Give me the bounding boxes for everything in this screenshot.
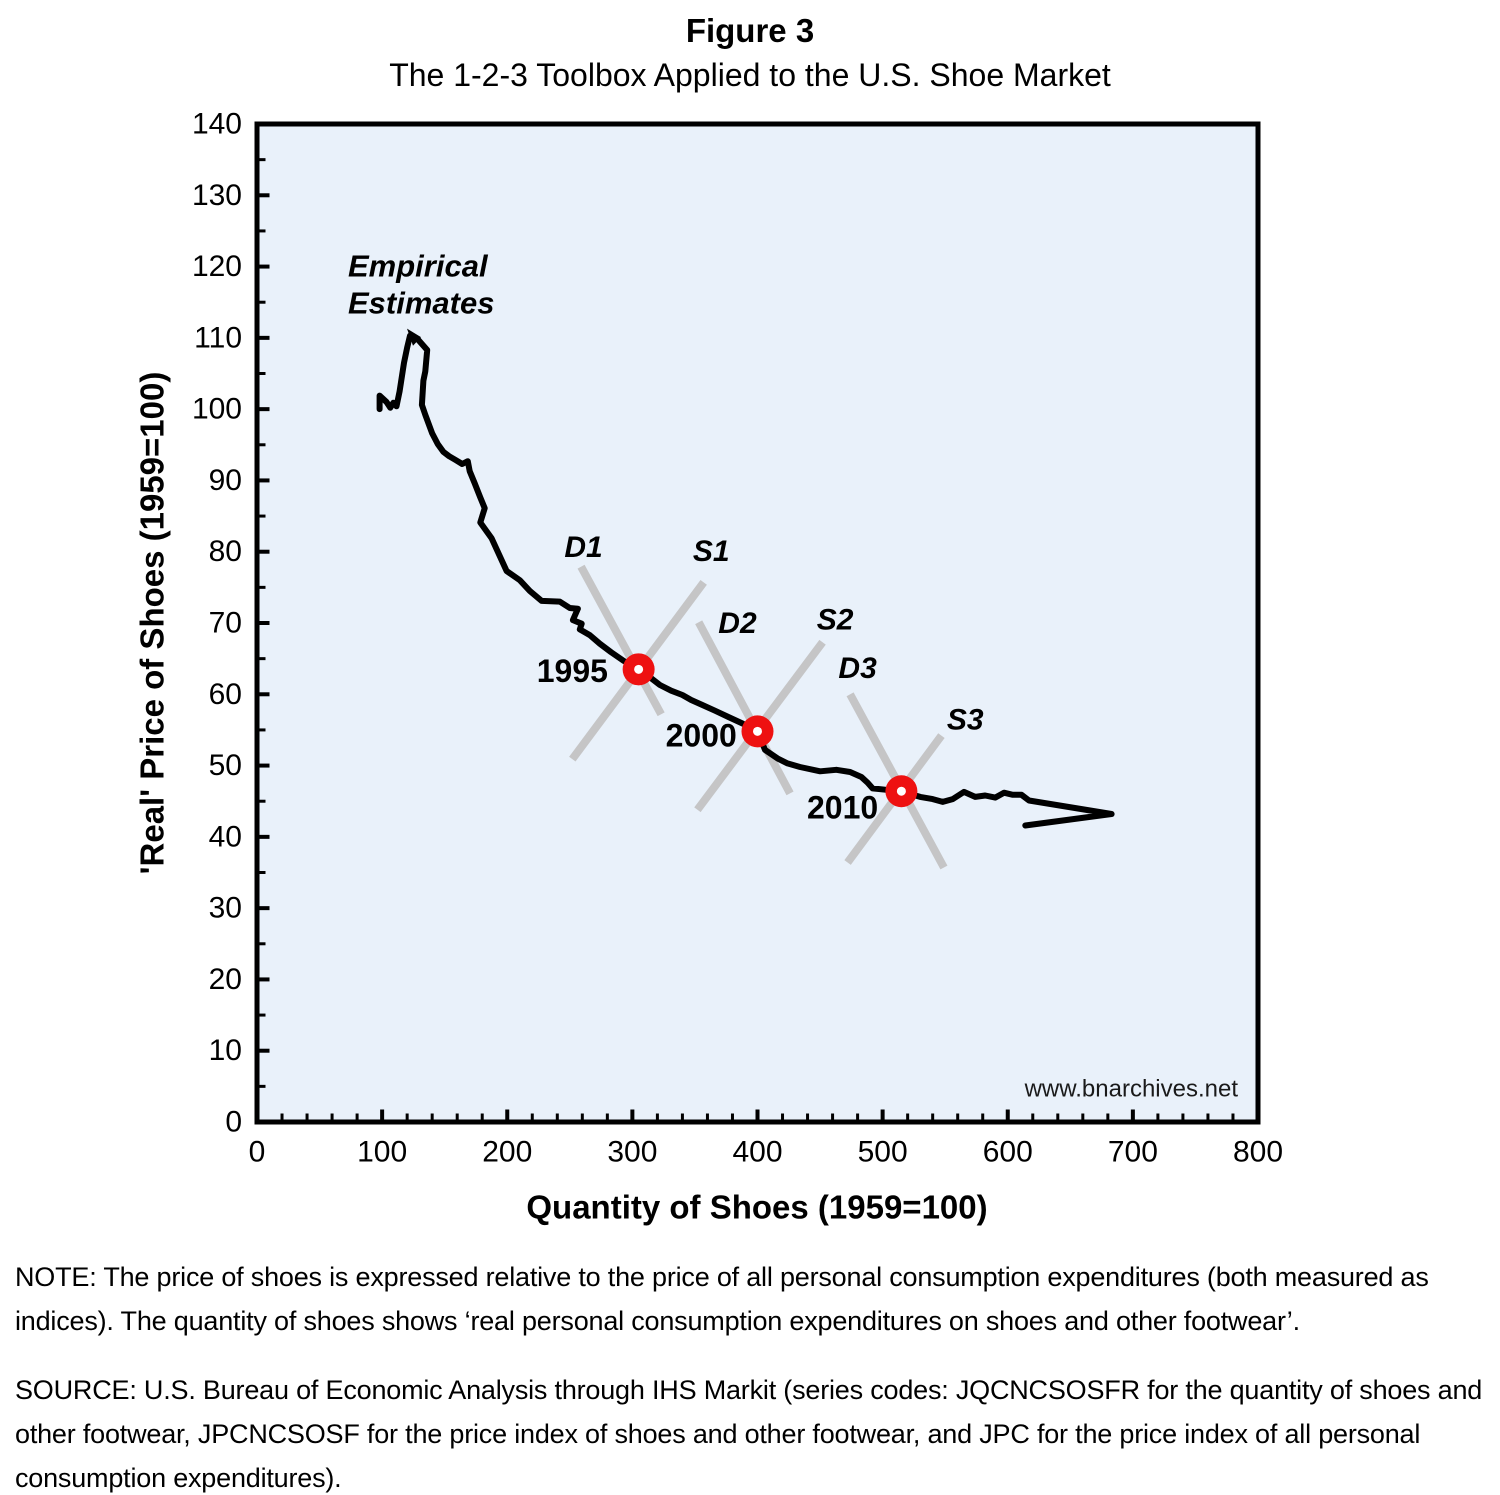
y-tick-label-130: 130 <box>191 178 242 212</box>
y-tick-label-110: 110 <box>194 321 242 355</box>
equilibrium-marker-center-2000 <box>753 727 762 736</box>
y-tick-label-20: 20 <box>208 962 242 996</box>
line-label-D3: D3 <box>838 652 877 686</box>
empirical-estimates-label-line2: Estimates <box>348 285 495 321</box>
watermark-url: www.bnarchives.net <box>1024 1075 1238 1103</box>
x-tick-label-800: 800 <box>1232 1135 1284 1169</box>
x-tick-label-100: 100 <box>357 1135 408 1169</box>
x-tick-label-300: 300 <box>607 1135 658 1169</box>
equilibrium-marker-center-1995 <box>634 665 643 674</box>
y-tick-label-40: 40 <box>208 820 242 854</box>
y-tick-label-60: 60 <box>208 677 242 711</box>
y-tick-label-100: 100 <box>191 392 242 426</box>
empirical-estimates-label-line1: Empirical <box>348 248 488 284</box>
y-tick-label-120: 120 <box>191 250 242 284</box>
line-label-D2: D2 <box>718 607 757 641</box>
line-label-S1: S1 <box>692 535 730 569</box>
line-label-S3: S3 <box>946 703 984 737</box>
x-tick-label-500: 500 <box>857 1135 908 1169</box>
y-axis-title: 'Real' Price of Shoes (1959=100) <box>133 371 171 875</box>
y-tick-label-90: 90 <box>208 463 242 497</box>
source-paragraph: SOURCE: U.S. Bureau of Economic Analysis through IHS Markit (series codes: JQCNCSOSFR for the quantity of shoes and other footwear, JPCNCSOSF for the price index of shoes and other footwear, and JPC for the price index of all personal consumption expenditures). <box>15 1375 1483 1493</box>
year-label-1995: 1995 <box>536 652 608 689</box>
line-label-D1: D1 <box>564 530 603 564</box>
figure-notes <box>15 1256 1487 1495</box>
x-tick-label-400: 400 <box>732 1135 783 1169</box>
x-tick-label-0: 0 <box>248 1135 266 1169</box>
equilibrium-marker-center-2010 <box>897 787 906 796</box>
x-tick-label-700: 700 <box>1107 1135 1158 1169</box>
x-tick-label-600: 600 <box>982 1135 1033 1169</box>
y-tick-label-50: 50 <box>208 749 242 783</box>
note-paragraph: NOTE: The price of shoes is expressed relative to the price of all personal consumption expenditures (both measured as indices). The quantity of shoes shows ‘real personal consumption expenditures on shoes and other footwear’. <box>15 1262 1429 1336</box>
figure-label: Figure 3 <box>685 12 815 49</box>
line-label-S2: S2 <box>816 603 854 637</box>
figure-title: The 1-2-3 Toolbox Applied to the U.S. Shoe Market <box>389 57 1111 93</box>
year-label-2000: 2000 <box>665 717 737 754</box>
y-tick-label-30: 30 <box>208 891 242 925</box>
y-tick-label-80: 80 <box>208 535 242 569</box>
y-tick-label-140: 140 <box>191 107 242 141</box>
y-tick-label-70: 70 <box>208 606 242 640</box>
y-tick-label-10: 10 <box>208 1034 242 1068</box>
x-axis-title: Quantity of Shoes (1959=100) <box>526 1188 988 1226</box>
y-tick-label-0: 0 <box>225 1105 242 1139</box>
x-tick-label-200: 200 <box>482 1135 533 1169</box>
year-label-2010: 2010 <box>806 789 879 826</box>
